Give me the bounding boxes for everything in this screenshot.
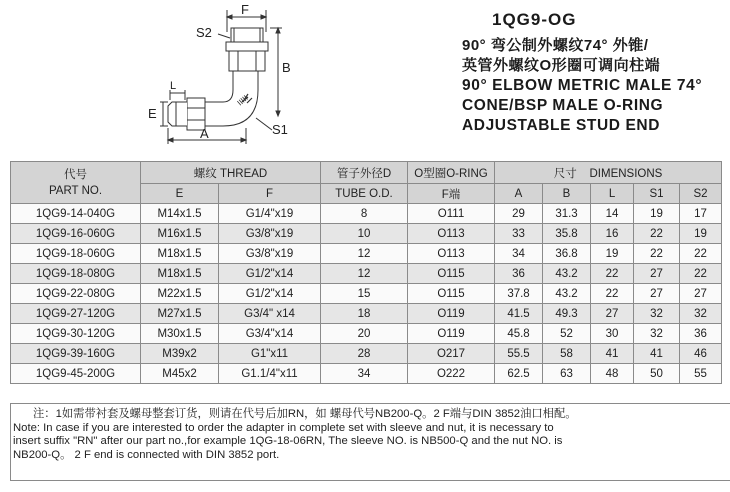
cell-dim-b: 43.2	[543, 284, 591, 304]
table-header-row-1	[11, 162, 722, 184]
title-en-line2: CONE/BSP MALE O-RING	[462, 97, 664, 114]
cell-thread-e: M27x1.5	[141, 304, 219, 324]
header-S2: S2	[680, 184, 722, 204]
cell-dim-l: 48	[591, 364, 634, 384]
table-row	[11, 344, 722, 364]
product-code: 1QG9-OG	[492, 10, 577, 29]
cell-dim-s1: 41	[634, 344, 680, 364]
cell-dim-l: 41	[591, 344, 634, 364]
header-tube: 管子外径D	[321, 162, 408, 184]
table-row	[11, 224, 722, 244]
cell-thread-f: G3/8"x19	[219, 244, 321, 264]
cell-thread-f: G1/2"x14	[219, 264, 321, 284]
cell-dim-a: 62.5	[495, 364, 543, 384]
header-thread: 螺纹 THREAD	[141, 162, 321, 184]
note-line-3: insert suffix "RN" after our part no.,for example 1QG-18-06RN, The sleeve NO. is NB500-Q and the nut NO. is	[13, 435, 563, 447]
cell-thread-f: G3/8"x19	[219, 224, 321, 244]
spec-table	[10, 161, 722, 384]
cell-oring: O217	[408, 344, 495, 364]
cell-thread-e: M30x1.5	[141, 324, 219, 344]
cell-dim-l: 27	[591, 304, 634, 324]
cell-dim-s1: 22	[634, 244, 680, 264]
title-cn-line2: 英管外螺纹O形圈可调向柱端	[462, 57, 661, 74]
label-S2: S2	[196, 25, 212, 40]
cell-thread-e: M14x1.5	[141, 204, 219, 224]
cell-dim-a: 36	[495, 264, 543, 284]
cell-dim-s1: 27	[634, 284, 680, 304]
label-S1: S1	[272, 122, 288, 137]
cell-tube-od: 8	[321, 204, 408, 224]
cell-tube-od: 10	[321, 224, 408, 244]
cell-part-no: 1QG9-16-060G	[11, 224, 141, 244]
cell-dim-s2: 46	[680, 344, 722, 364]
cell-thread-e: M18x1.5	[141, 244, 219, 264]
cell-oring: O113	[408, 224, 495, 244]
cell-tube-od: 34	[321, 364, 408, 384]
cell-dim-s2: 55	[680, 364, 722, 384]
label-L: L	[170, 80, 177, 92]
notes-box	[10, 403, 730, 481]
cell-dim-s2: 22	[680, 244, 722, 264]
note-line-4: NB200-Q。 2 F end is connected with DIN 3852 port.	[13, 448, 280, 461]
header-f-end: F端	[408, 184, 495, 204]
header-F: F	[219, 184, 321, 204]
header-part-no	[11, 162, 141, 204]
cell-oring: O115	[408, 264, 495, 284]
note-line-1: 注：1如需带衬套及螺母整套订货，则请在代号后加RN，如 螺母代号NB200-Q。2 F端与DIN 3852油口相配。	[33, 408, 577, 420]
cell-dim-s1: 50	[634, 364, 680, 384]
cell-tube-od: 12	[321, 244, 408, 264]
cell-part-no: 1QG9-14-040G	[11, 204, 141, 224]
cell-dim-l: 30	[591, 324, 634, 344]
table-row	[11, 284, 722, 304]
cell-dim-b: 31.3	[543, 204, 591, 224]
cell-dim-s1: 19	[634, 204, 680, 224]
cell-dim-a: 34	[495, 244, 543, 264]
cell-tube-od: 12	[321, 264, 408, 284]
cell-dim-a: 41.5	[495, 304, 543, 324]
header-part-en: PART NO.	[48, 184, 103, 197]
header-B: B	[543, 184, 591, 204]
title-cn-line1: 90° 弯公制外螺纹74° 外锥/	[462, 37, 649, 54]
table-row	[11, 264, 722, 284]
cell-dim-l: 22	[591, 284, 634, 304]
table-row	[11, 364, 722, 384]
cell-oring: O119	[408, 304, 495, 324]
table-row	[11, 304, 722, 324]
cell-dim-s2: 19	[680, 224, 722, 244]
cell-part-no: 1QG9-18-080G	[11, 264, 141, 284]
title-en-line3: ADJUSTABLE STUD END	[462, 117, 660, 134]
cell-dim-a: 33	[495, 224, 543, 244]
header-A: A	[495, 184, 543, 204]
cell-dim-s2: 27	[680, 284, 722, 304]
cell-thread-f: G1.1/4"x11	[219, 364, 321, 384]
cell-thread-e: M22x1.5	[141, 284, 219, 304]
cell-dim-l: 19	[591, 244, 634, 264]
cell-dim-a: 37.8	[495, 284, 543, 304]
cell-oring: O111	[408, 204, 495, 224]
cell-dim-l: 22	[591, 264, 634, 284]
fitting-drawing	[130, 2, 310, 152]
cell-dim-b: 63	[543, 364, 591, 384]
cell-dim-s2: 17	[680, 204, 722, 224]
cell-part-no: 1QG9-22-080G	[11, 284, 141, 304]
cell-dim-b: 58	[543, 344, 591, 364]
cell-thread-f: G1/2"x14	[219, 284, 321, 304]
cell-dim-s2: 32	[680, 304, 722, 324]
spec-table-body	[11, 204, 722, 384]
cell-dim-a: 29	[495, 204, 543, 224]
cell-dim-l: 14	[591, 204, 634, 224]
cell-dim-b: 49.3	[543, 304, 591, 324]
cell-dim-a: 45.8	[495, 324, 543, 344]
cell-dim-b: 52	[543, 324, 591, 344]
cell-tube-od: 28	[321, 344, 408, 364]
note-line-2: Note: In case if you are interested to order the adapter in complete set with sleeve and nut, it is necessary to	[13, 421, 554, 434]
cell-dim-b: 43.2	[543, 264, 591, 284]
table-row	[11, 324, 722, 344]
header-part-cn: 代号	[64, 168, 87, 181]
cell-dim-s2: 36	[680, 324, 722, 344]
cell-dim-b: 35.8	[543, 224, 591, 244]
label-E: E	[148, 106, 157, 121]
cell-thread-f: G1"x11	[219, 344, 321, 364]
product-title	[462, 36, 727, 136]
cell-oring: O222	[408, 364, 495, 384]
cell-dim-l: 16	[591, 224, 634, 244]
cell-part-no: 1QG9-27-120G	[11, 304, 141, 324]
svg-text:IIIII: IIIII	[235, 93, 250, 108]
cell-dim-a: 55.5	[495, 344, 543, 364]
header-oring: O型圈O-RING	[408, 162, 495, 184]
table-row	[11, 244, 722, 264]
cell-part-no: 1QG9-45-200G	[11, 364, 141, 384]
cell-dim-s1: 32	[634, 304, 680, 324]
cell-thread-e: M39x2	[141, 344, 219, 364]
cell-thread-e: M18x1.5	[141, 264, 219, 284]
title-en-line1: 90° ELBOW METRIC MALE 74°	[462, 77, 703, 94]
cell-tube-od: 20	[321, 324, 408, 344]
cell-tube-od: 18	[321, 304, 408, 324]
cell-thread-f: G3/4"x14	[219, 324, 321, 344]
header-L: L	[591, 184, 634, 204]
cell-oring: O113	[408, 244, 495, 264]
table-row	[11, 204, 722, 224]
header-dimensions: 尺寸 DIMENSIONS	[495, 162, 722, 184]
cell-oring: O115	[408, 284, 495, 304]
header-E: E	[141, 184, 219, 204]
label-B: B	[282, 60, 291, 75]
cell-dim-s1: 32	[634, 324, 680, 344]
cell-thread-f: G3/4" x14	[219, 304, 321, 324]
label-F: F	[241, 2, 249, 17]
cell-oring: O119	[408, 324, 495, 344]
cell-part-no: 1QG9-30-120G	[11, 324, 141, 344]
cell-dim-s2: 22	[680, 264, 722, 284]
cell-thread-f: G1/4"x19	[219, 204, 321, 224]
cell-part-no: 1QG9-18-060G	[11, 244, 141, 264]
cell-dim-s1: 22	[634, 224, 680, 244]
label-A: A	[200, 126, 209, 141]
header-tube-od: TUBE O.D.	[321, 184, 408, 204]
cell-thread-e: M45x2	[141, 364, 219, 384]
cell-part-no: 1QG9-39-160G	[11, 344, 141, 364]
cell-dim-b: 36.8	[543, 244, 591, 264]
cell-dim-s1: 27	[634, 264, 680, 284]
cell-tube-od: 15	[321, 284, 408, 304]
cell-thread-e: M16x1.5	[141, 224, 219, 244]
header-S1: S1	[634, 184, 680, 204]
